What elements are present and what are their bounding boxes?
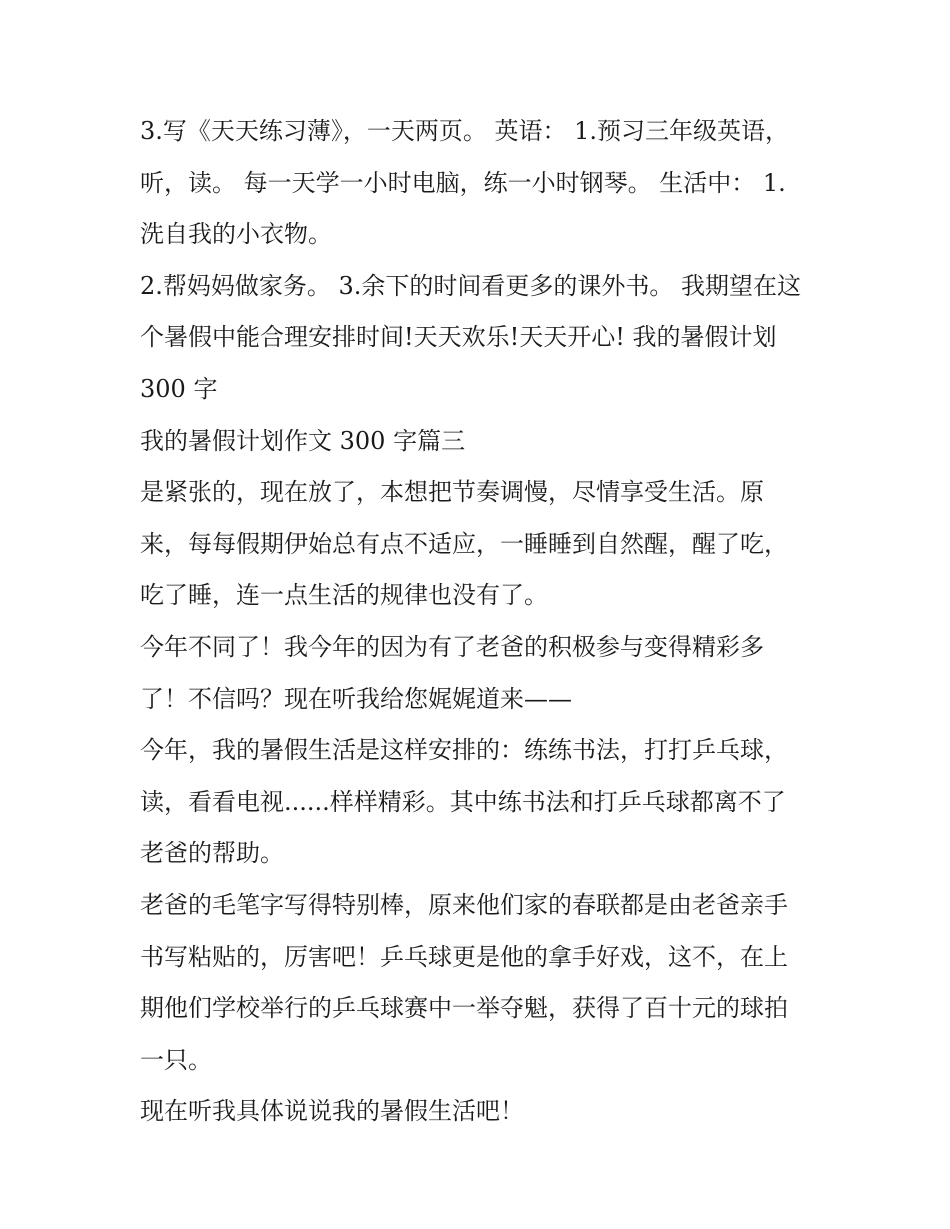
text-line: 个暑假中能合理安排时间!天天欢乐!天天开心! 我的暑假计划: [140, 323, 777, 352]
text-line: 听，读。 每一天学一小时电脑，练一小时钢琴。 生活中： 1.: [140, 168, 786, 197]
text-line: 是紧张的，现在放了，本想把节奏调慢，尽情享受生活。原: [140, 478, 764, 507]
text-line: 读，看看电视......样样精彩。其中练书法和打乒乓球都离不了: [140, 787, 786, 816]
section-heading: 我的暑假计划作文 300 字篇三: [140, 426, 466, 455]
text-line: 洗自我的小衣物。: [140, 220, 332, 249]
text-line: 2.帮妈妈做家务。 3.余下的时间看更多的课外书。 我期望在这: [140, 271, 802, 300]
text-line: 吃了睡，连一点生活的规律也没有了。: [140, 581, 548, 610]
text-line: 了！不信吗？现在听我给您娓娓道来——: [140, 684, 572, 713]
text-line: 今年，我的暑假生活是这样安排的：练练书法，打打乒乓球，: [140, 736, 788, 765]
text-line: 3.写《天天练习薄》，一天两页。 英语： 1.预习三年级英语，: [140, 117, 790, 145]
text-line: 老爸的毛笔字写得特别棒，原来他们家的春联都是由老爸亲手: [140, 890, 788, 919]
text-line: 今年不同了！我今年的因为有了老爸的积极参与变得精彩多: [140, 632, 764, 661]
document-body: [140, 106, 820, 1138]
text-line: 现在听我具体说说我的暑假生活吧！: [140, 1097, 524, 1126]
text-line: 一只。: [140, 1045, 212, 1074]
text-line: 来，每每假期伊始总有点不适应，一睡睡到自然醒，醒了吃，: [140, 529, 788, 558]
text-line: 书写粘贴的，厉害吧！乒乓球更是他的拿手好戏，这不，在上: [140, 942, 788, 971]
text-line: 300 字: [140, 374, 218, 403]
text-line: 老爸的帮助。: [140, 839, 284, 868]
text-line: 期他们学校举行的乒乓球赛中一举夺魁，获得了百十元的球拍: [140, 994, 788, 1023]
